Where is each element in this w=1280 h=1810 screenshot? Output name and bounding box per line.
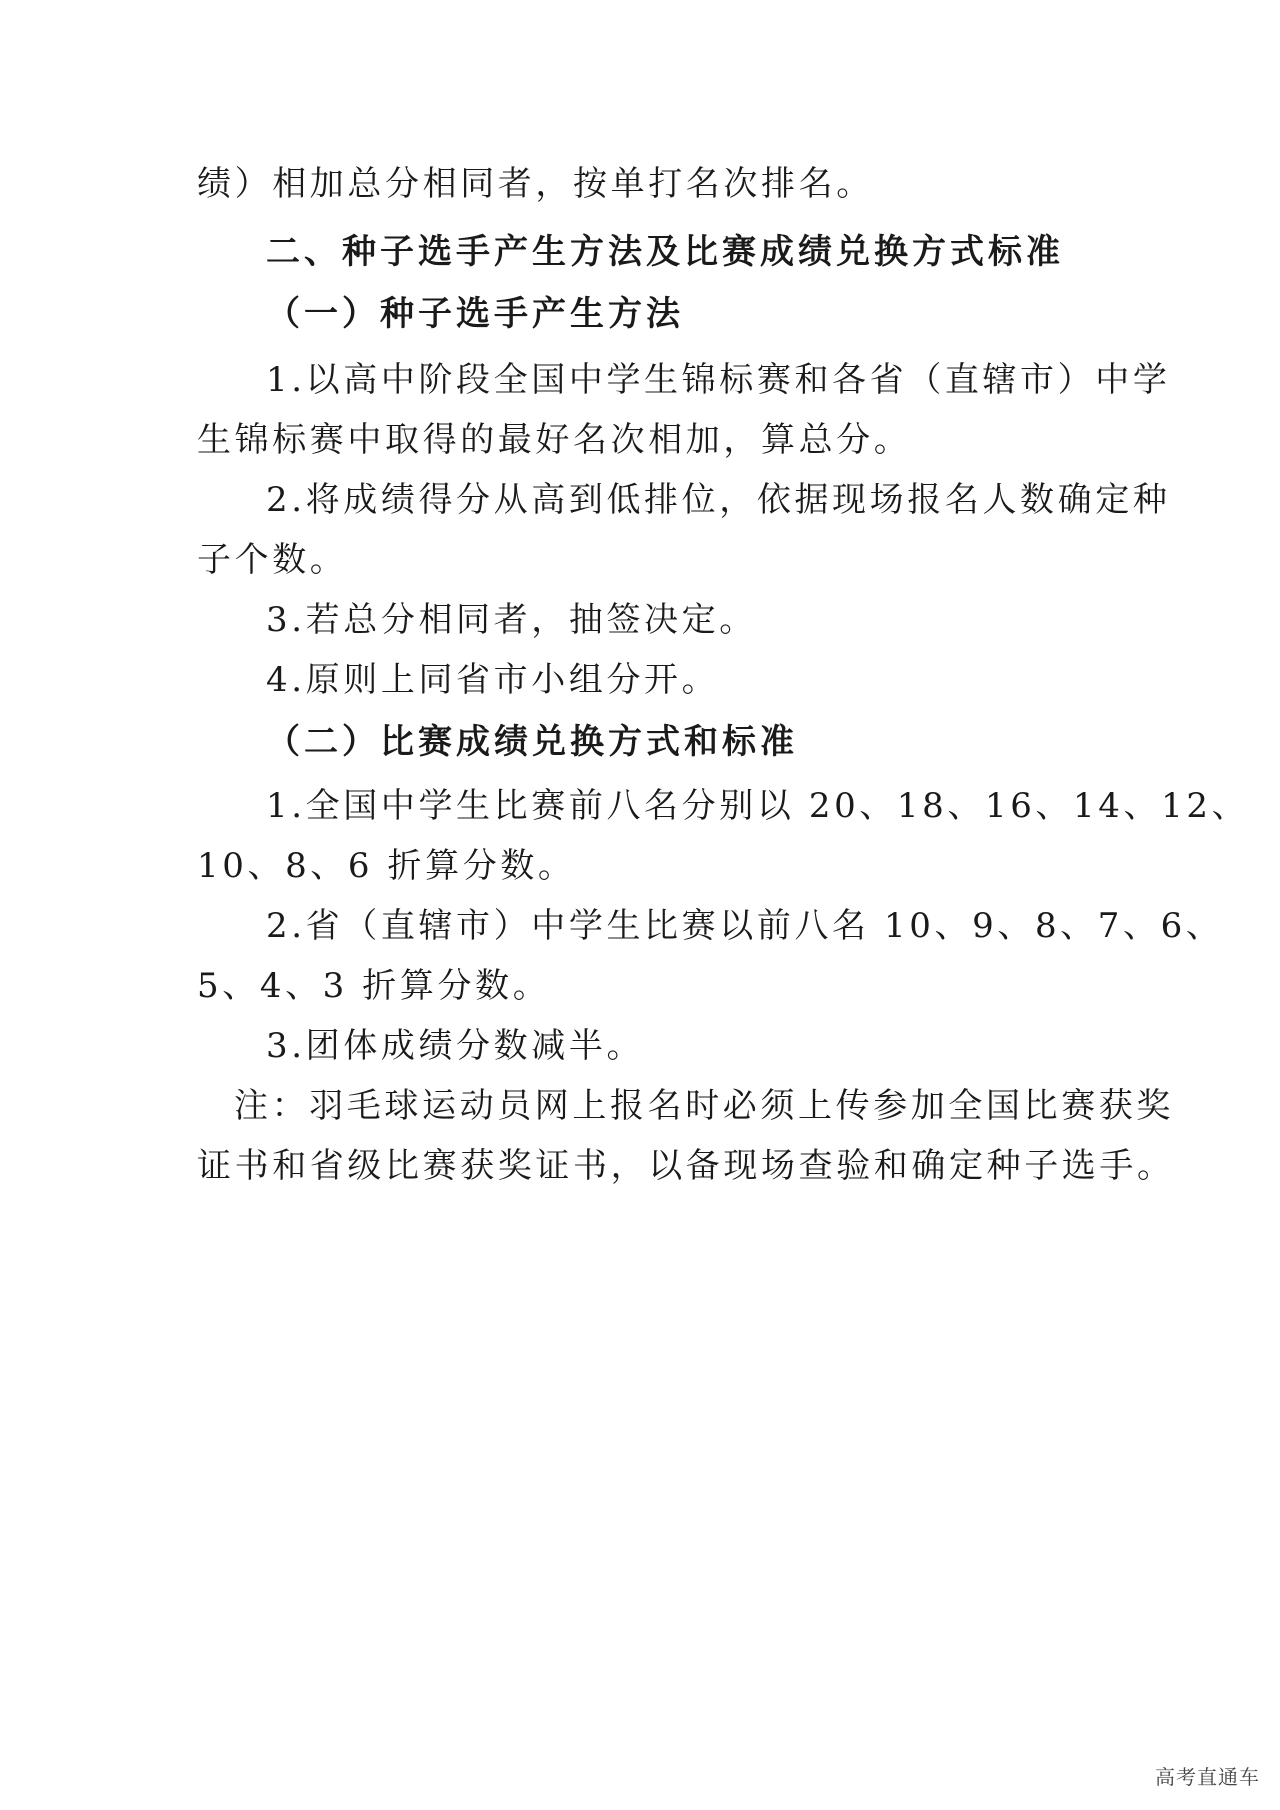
item-2-line-1: 2.将成绩得分从高到低排位，依据现场报名人数确定种 [266, 480, 1171, 520]
paragraph-continuation-line: 绩）相加总分相同者，按单打名次排名。 [197, 164, 874, 204]
conversion-item-2-line-2: 5、4、3 折算分数。 [197, 966, 551, 1006]
item-1-line-1: 1.以高中阶段全国中学生锦标赛和各省（直辖市）中学 [266, 360, 1171, 400]
item-3: 3.若总分相同者，抽签决定。 [266, 600, 757, 640]
conversion-item-3: 3.团体成绩分数减半。 [266, 1026, 645, 1066]
note-line-1: 注：羽毛球运动员网上报名时必须上传参加全国比赛获奖 [234, 1086, 1174, 1126]
item-1-line-2: 生锦标赛中取得的最好名次相加，算总分。 [197, 420, 912, 460]
item-2-line-2: 子个数。 [197, 540, 348, 580]
note-line-2: 证书和省级比赛获奖证书，以备现场查验和确定种子选手。 [197, 1146, 1175, 1186]
subsection-heading-1: （一）种子选手产生方法 [266, 294, 684, 334]
subsection-heading-2: （二）比赛成绩兑换方式和标准 [266, 722, 798, 762]
section-heading-2: 二、种子选手产生方法及比赛成绩兑换方式标准 [266, 232, 1064, 272]
watermark-text: 高考直通车 [1155, 1765, 1260, 1789]
conversion-item-1-line-2: 10、8、6 折算分数。 [197, 846, 576, 886]
conversion-item-1-line-1: 1.全国中学生比赛前八名分别以 20、18、16、14、12、 [266, 786, 1250, 826]
conversion-item-2-line-1: 2.省（直辖市）中学生比赛以前八名 10、9、8、7、6、 [266, 906, 1224, 946]
item-4: 4.原则上同省市小组分开。 [266, 660, 720, 700]
